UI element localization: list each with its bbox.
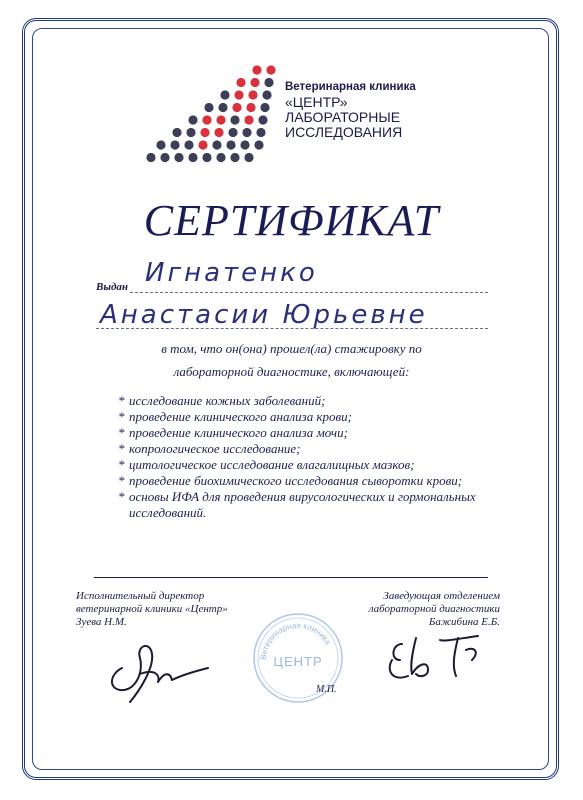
director-signature-block — [76, 590, 276, 629]
bullet-marker: * — [118, 393, 125, 408]
logo-dot — [200, 128, 209, 137]
statement-line-2: лабораторной диагностике, включающей: — [173, 364, 410, 379]
logo-dot — [252, 65, 261, 74]
surname-dashed-line — [130, 292, 488, 293]
stamp-top-text: Ветеринарная клиника — [258, 620, 333, 661]
logo-dot — [184, 140, 193, 149]
director-name: Зуева Н.М. — [76, 616, 127, 628]
logo-dot — [188, 115, 197, 124]
logo-dot — [198, 140, 207, 149]
recipient-name: Анастасии Юрьевне — [100, 300, 428, 330]
list-item — [118, 425, 498, 441]
head-dept: лабораторной диагностики — [368, 603, 500, 615]
logo-dot — [218, 103, 227, 112]
list-item-text: исследование кожных заболеваний; — [129, 393, 326, 408]
list-item-text: копрологическое исследование; — [129, 441, 301, 456]
head-title: Заведующая отделением — [383, 590, 500, 602]
bullet-marker: * — [118, 441, 125, 456]
director-signature — [100, 628, 220, 706]
logo-dot — [214, 128, 223, 137]
seal-place-label: М.П. — [316, 684, 337, 695]
logo-dot — [172, 128, 181, 137]
list-item — [118, 393, 498, 409]
logo-dot — [244, 115, 253, 124]
stamp-center-text: ЦЕНТР — [273, 654, 323, 669]
logo-dot — [188, 153, 197, 162]
head-name: Бажибина Е.Б. — [428, 616, 500, 628]
name-dashed-line — [96, 328, 488, 329]
list-item-text: цитологическое исследование влагалищных мазков; — [129, 457, 415, 472]
logo-dot — [256, 128, 265, 137]
bullet-marker: * — [118, 473, 125, 488]
logo-dot — [264, 78, 273, 87]
logo-dot — [174, 153, 183, 162]
certificate-title: СЕРТИФИКАТ — [143, 196, 440, 245]
logo-dot — [242, 128, 251, 137]
training-items-list — [118, 393, 498, 521]
clinic-line-1: Ветеринарная клиника — [285, 81, 416, 93]
logo-dot — [262, 90, 271, 99]
logo-dot — [258, 115, 267, 124]
logo-dot — [266, 65, 275, 74]
list-item — [118, 489, 498, 521]
logo-dot — [216, 153, 225, 162]
logo-dot — [216, 115, 225, 124]
logo-dot — [202, 115, 211, 124]
bullet-marker: * — [118, 425, 125, 440]
list-item-text: проведение биохимического исследования сыворотки крови; — [129, 473, 463, 488]
logo-dot — [254, 140, 263, 149]
logo-dot — [232, 103, 241, 112]
list-item-text: проведение клинического анализа мочи; — [129, 425, 348, 440]
clinic-logo-icon — [145, 62, 295, 170]
list-item — [118, 441, 498, 457]
logo-dot — [230, 153, 239, 162]
logo-dot — [248, 90, 257, 99]
logo-dot — [240, 140, 249, 149]
clinic-line-4: ИССЛЕДОВАНИЯ — [285, 124, 403, 140]
list-item — [118, 457, 498, 473]
list-item — [118, 473, 498, 489]
list-item-text: основы ИФА для проведения вирусологических и гормональных исследований. — [129, 489, 476, 520]
logo-dot — [156, 140, 165, 149]
logo-dot — [170, 140, 179, 149]
head-signature — [382, 630, 492, 690]
logo-dot — [202, 153, 211, 162]
logo-dot — [146, 153, 155, 162]
logo-dot — [220, 90, 229, 99]
clinic-name — [285, 80, 435, 140]
issued-to-label: Выдан — [96, 281, 129, 293]
list-item-text: проведение клинического анализа крови; — [129, 409, 352, 424]
logo-dot — [226, 140, 235, 149]
logo-dot — [236, 78, 245, 87]
clinic-line-3: ЛАБОРАТОРНЫЕ — [285, 109, 401, 125]
logo-dot — [246, 103, 255, 112]
director-org: ветеринарной клиники «Центр» — [76, 603, 228, 615]
bullet-marker: * — [118, 489, 125, 504]
logo-dot — [186, 128, 195, 137]
logo-dot — [234, 90, 243, 99]
director-title: Исполнительный директор — [76, 590, 205, 602]
logo-dot — [250, 78, 259, 87]
logo-dot — [204, 103, 213, 112]
logo-dot — [244, 153, 253, 162]
recipient-surname: Игнатенко — [145, 258, 318, 288]
clinic-line-2: «ЦЕНТР» — [285, 94, 348, 110]
bullet-marker: * — [118, 457, 125, 472]
logo-dot — [230, 115, 239, 124]
statement-line-1: в том, что он(она) прошел(ла) стажировку по — [161, 341, 422, 356]
logo-dot — [212, 140, 221, 149]
logo-dot — [260, 103, 269, 112]
list-item — [118, 409, 498, 425]
logo-dot — [228, 128, 237, 137]
bullet-marker: * — [118, 409, 125, 424]
logo-dot — [160, 153, 169, 162]
signature-divider — [94, 577, 488, 578]
